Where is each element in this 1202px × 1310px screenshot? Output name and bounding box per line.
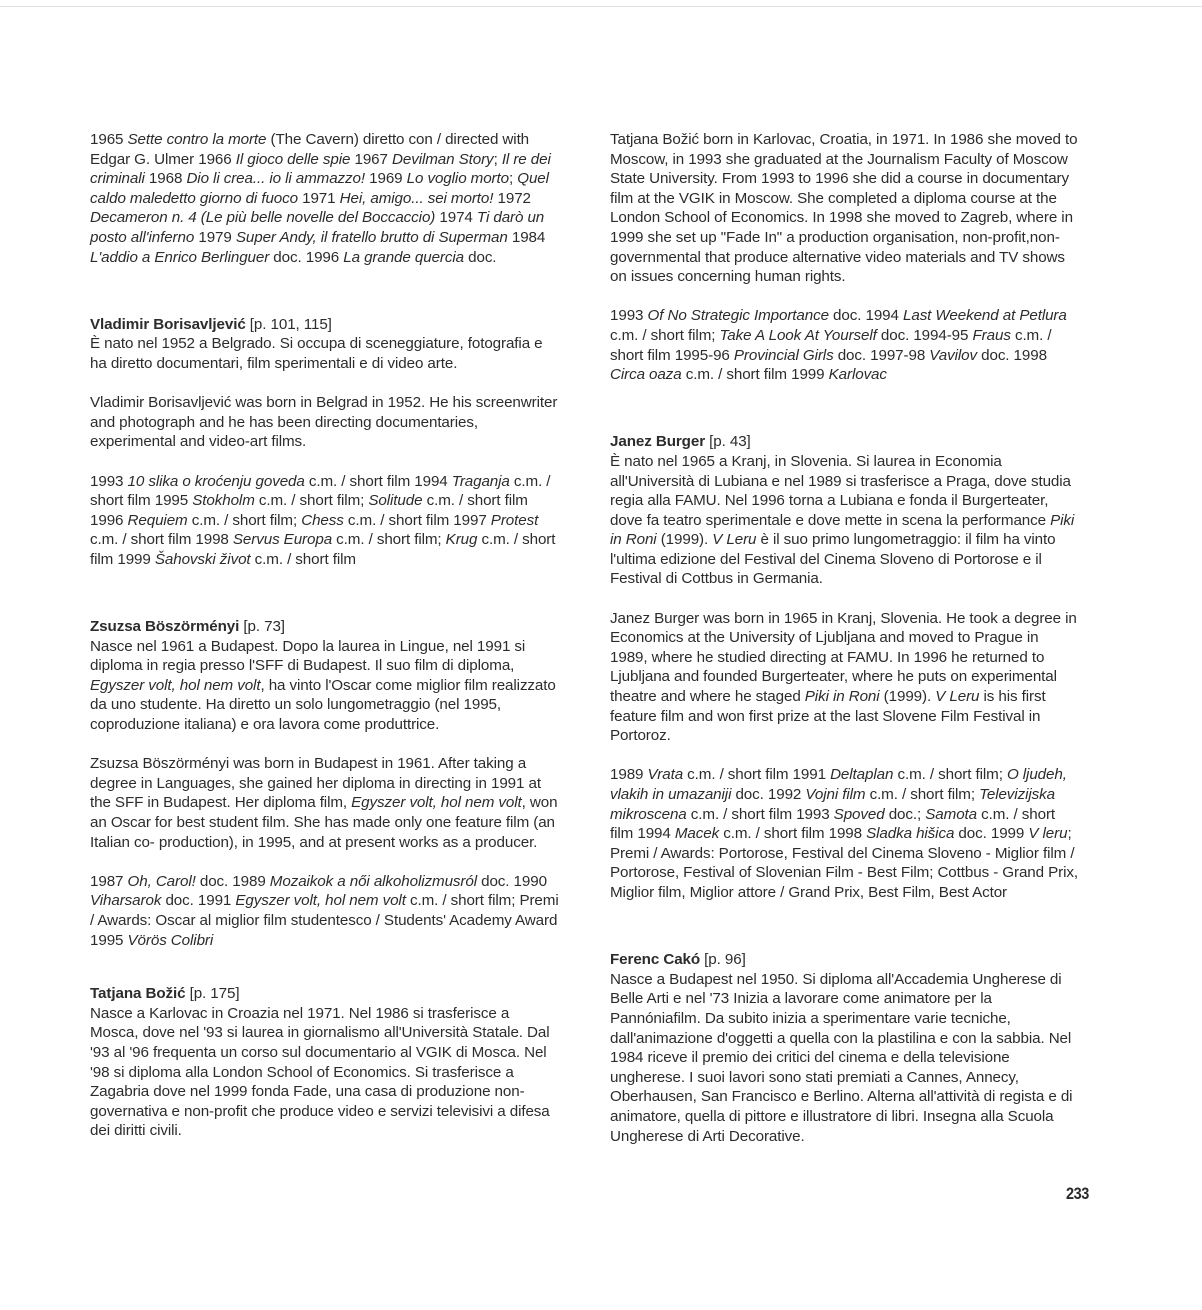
director-name: Vladimir Borisavljević [90,315,246,333]
text-run: 1969 [369,170,407,188]
page-number: 233 [1066,1184,1089,1203]
text-run: doc. [876,326,914,344]
text-run: 1999 [990,825,1029,843]
page-reference: [p. 73] [239,618,285,636]
text-run: c.m. / short film; Premi / Awards: Oscar al miglior film studentesco / Students' Academy Award [90,892,559,929]
title-italic: V Leru [712,531,757,549]
text-run: 1968 [148,170,187,188]
text-run: (1999). [656,531,713,549]
text-run: 1995-96 [674,346,734,364]
text-run: c.m. / short film [90,531,556,568]
text-run: doc. [977,346,1014,364]
title-italic: Vörös Colibri [127,931,214,949]
title-italic: Provincial Girls [733,346,834,364]
text-run: 1989 [610,766,648,784]
text-run: 1998 [1013,346,1047,364]
text-run: c.m. / short film [719,825,829,843]
title-italic: Circa oaza [610,366,682,384]
text-run: doc. [195,872,233,890]
title-italic: Samota [925,805,978,823]
title-italic: Mozaikok a női alkoholizmusról [269,872,477,890]
entry-heading [610,950,1080,970]
director-name: Janez Burger [610,433,706,451]
text-run: c.m. / short film [686,805,797,823]
text-run: 1993 [90,472,128,490]
text-run: 1984 [511,228,546,246]
title-italic: Macek [674,825,720,843]
title-italic: V leru [1028,825,1068,843]
title-italic: Viharsarok [90,892,162,910]
text-run: ; [493,150,502,168]
text-run: Zsuzsa Böszörményi was born in Budapest in 1961. After taking a degree in Languages, she gained her diploma in directing in 1991 at the SFF in Budapest. Her diploma film, [90,755,541,812]
text-run: , ha vinto l'Oscar come miglior film realizzato da uno studente. Ha diretto un solo lungometraggio (nel 1995, coproduzione italiana) e ora lavora come produttrice. [90,676,556,734]
title-italic: 10 slika o kroćenju goveda [127,472,305,490]
text-run: c.m. / short film [683,766,793,784]
text-run: 1998 [828,825,867,843]
title-italic: Piki in Roni [610,511,1075,549]
text-run: ; [508,170,518,188]
text-run: 1972 [497,189,531,207]
title-italic: Sladka hišica [866,825,955,843]
text-run: 1993 [796,805,834,823]
bio-italian: Nasce a Karlovac in Croazia nel 1971. Nel 1986 si trasferisce a Mosca, dove nel '93 si laurea in giornalismo all'Università Statale. Dal '93 al '96 frequenta un corso sul documentario al VGIK di Mosca. Nel '98 si diploma alla London School of Economics. Si trasferisce a Zagabria dove nel 1999 fonda Fade, una casa di produzione non-governativa e non-profit che produce video e servizi televisivi a difesa dei diritti civili. [90,1004,550,1140]
title-italic: Televizijska mikroscena [610,786,1055,823]
title-italic: Lo voglio morto [406,170,509,188]
filmography-paragraph [90,872,560,950]
text-run: doc. [731,786,768,803]
text-run: doc. [828,307,866,325]
text-run: 1987 [90,872,128,890]
text-run: 1998 [195,531,233,549]
text-run: 1993 [610,307,648,325]
page-reference: [p. 43] [705,433,751,451]
title-italic: O ljudeh, vlakih in umazaniji [610,766,1067,803]
title-italic: Deltaplan [830,766,894,784]
title-italic: Take A Look At Yourself [719,326,877,344]
title-italic: Quel caldo maledetto giorno di fuoco [90,170,549,207]
text-run: 1995 [154,492,193,510]
text-run: , won an Oscar for best student film. She has made only one feature film (an Italian co- production), in 1995, and at present works as a producer. [90,794,558,851]
text-run: 1994 [865,307,903,325]
title-italic: Stokholm [192,492,255,510]
text-run: c.m. / short film [90,472,551,510]
bio-italian: È nato nel 1952 a Belgrado. Si occupa di sceneggiature, fotografia e ha diretto documentari, film sperimentali e di video arte. [90,335,543,372]
bio-italian: Nasce a Budapest nel 1950. Si diploma all'Accademia Ungherese di Belle Arti e nel '73 Inizia a lavorare come animatore per la Pannóniafilm. Da subito inizia a sperimentare varie tecniche, dall'animazione d'oggetti a quella con la plastilina e con la sabbia. Nel 1984 riceve il premio dei critici del cinema e della televisione ungherese. I suoi lavori sono stati premiati a Cannes, Annecy, Oberhausen, San Francisco e Berlino. Alterna all'attività di regista e di animatore, quella di pittore e illustratore di libri. Insegna alla Scuola Ungherese di Arti Decorative. [610,970,1073,1145]
text-run: 1990 [513,872,547,890]
text-run: c.m. / short film; [187,511,302,529]
text-run: è il suo primo lungometraggio: il film ha vinto l'ultima edizione del Festival del Cinema Sloveno di Portorose e il Festival di Cottbus in Germania. [610,531,1056,588]
text-run: 1989 [232,872,270,890]
title-italic: V Leru [935,688,980,706]
text-run: (The Cavern) diretto con / directed with Edgar G. Ulmer [90,131,530,168]
text-run: 1995 [90,931,128,949]
text-run: c.m. / short film; [254,492,369,510]
title-italic: Karlovac [828,366,887,384]
text-run: c.m. / short film [304,472,415,490]
text-run: c.m. / short film [610,326,1052,364]
title-italic: Egyszer volt, hol nem volt [235,892,406,910]
text-run: 1979 [198,228,236,246]
text-run: 1994-95 [913,326,973,344]
title-italic: Egyszer volt, hol nem volt [90,676,261,694]
title-italic: Servus Europa [232,531,333,549]
title-italic: L'addio a Enrico Berlinguer [90,248,270,266]
title-italic: Oh, Carol! [127,872,196,890]
text-run: È nato nel 1965 a Kranj, in Slovenia. Si laurea in Economia all'Università di Lubiana e nel 1989 si trasferisce a Praga, dove studia regia alla FAMU. Nel 1996 torna a Lubiana e fonda il Burgerteater, dove fa teatro sperimentale e dove mette in scena la performance [610,452,1071,529]
title-italic: Spoved [833,805,885,823]
title-italic: Vavilov [929,346,977,364]
text-run: 1965 [90,131,128,148]
title-italic: Solitude [368,492,423,510]
text-run: 1996 [90,511,128,529]
text-run: c.m. / short film [610,805,1056,843]
entry-heading [90,617,560,637]
title-italic: Of No Strategic Importance [647,307,829,325]
filmography-paragraph [610,765,1080,902]
text-run: 1997 [453,511,491,529]
entry-heading [90,315,560,335]
title-italic: Devilman Story [391,150,494,168]
filmography-paragraph [90,130,560,267]
text-run: doc. [476,872,514,890]
title-italic: Protest [490,511,539,529]
title-italic: Sette contro la morte [127,131,267,148]
page-reference: [p. 101, 115] [245,315,332,333]
text-run: doc. [833,346,871,364]
text-run: 1992 [767,786,806,803]
text-run: doc.; [884,805,926,823]
title-italic: Il gioco delle spie [235,150,351,168]
title-italic: Il re dei criminali [90,150,551,188]
entry-heading [90,984,560,1004]
title-italic: Last Weekend at Petlura [903,307,1067,325]
text-run: c.m. / short film [681,366,792,384]
bio-english [90,754,560,852]
title-italic: Decameron n. 4 (Le più belle novelle del Boccaccio) [90,209,436,227]
title-italic: Traganja [451,472,510,490]
title-italic: Šahovski život [154,550,251,568]
text-run: doc. [464,248,497,266]
text-run: 1999 [117,550,155,568]
title-italic: Chess [301,511,344,529]
page-reference: [p. 96] [700,951,746,969]
bio-english [610,609,1080,746]
director-name: Tatjana Božić [90,985,186,1003]
text-run: c.m. / short film; [865,786,980,803]
text-run: c.m. / short film; [893,766,1007,784]
text-run: (1999). [879,688,936,706]
text-run: c.m. / short film; [610,326,720,344]
title-italic: Requiem [127,511,188,529]
title-italic: Dio li crea... io li ammazzo! [186,170,365,188]
text-run: Nasce nel 1961 a Budapest. Dopo la laurea in Lingue, nel 1991 si diploma in regia presso l'SFF di Budapest. Il suo film di diploma, [90,637,526,675]
entry-heading [610,432,1080,452]
text-run: 1994 [637,825,675,843]
text-run: 1967 [354,150,392,168]
text-run: doc. [269,248,306,266]
text-run: 1997-98 [870,346,930,364]
text-run: Janez Burger was born in 1965 in Kranj, Slovenia. He took a degree in Economics at the University of Ljubljana and moved to Prague in 1989, where he studied directing at FAMU. In 1996 he returned to Ljubljana and founded Burgerteater, where he puts on experimental theatre and where he staged [610,609,1077,706]
right-column [610,130,1080,1146]
director-name: Zsuzsa Böszörményi [90,618,240,636]
title-italic: Egyszer volt, hol nem volt [351,794,522,812]
text-run: 1974 [439,209,477,227]
text-run: c.m. / short film; [332,531,446,549]
bio-english: Tatjana Božić born in Karlovac, Croatia, in 1971. In 1986 she moved to Moscow, in 1993 she graduated at the Journalism Faculty of Moscow State University. From 1993 to 1996 she did a course in documentary film at the VGIK in Moscow. She completed a diploma course at the London School of Economics. In 1998 she moved to Zagreb, where in 1999 she set up "Fade In" a production organisation, non-profit,non-governmental that produce alternative video materials and TV shows on issues concerning human rights. [610,131,1078,286]
bio-italian [90,637,560,735]
text-run: doc. [161,892,198,910]
text-run: c.m. / short film [422,492,528,510]
filmography-paragraph [90,472,560,570]
text-run: 1991 [197,892,236,910]
title-italic: Piki in Roni [804,688,880,706]
text-run: doc. [954,825,991,843]
title-italic: Vojni film [805,786,866,803]
top-rule [0,6,1202,7]
title-italic: Super Andy, il fratello brutto di Superman [235,228,508,246]
title-italic: Fraus [972,326,1011,344]
title-italic: Krug [445,531,478,549]
text-run: 1994 [414,472,452,490]
page-reference: [p. 175] [185,985,240,1003]
bio-italian [610,452,1080,589]
text-run: 1999 [791,366,829,384]
title-italic: La grande quercia [343,248,464,266]
text-run: 1991 [792,766,831,784]
director-name: Ferenc Cakó [610,951,701,969]
text-run: 1966 [198,150,236,168]
filmography-paragraph [610,306,1080,384]
title-italic: Vrata [647,766,684,784]
title-italic: Ti darò un posto all'inferno [90,209,545,246]
title-italic: Hei, amigo... sei morto! [339,189,494,207]
text-run: 1971 [302,189,340,207]
left-column [90,130,560,1141]
text-run: c.m. / short film [90,531,196,549]
text-run: ; Premi / Awards: Portorose, Festival del Cinema Sloveno - Miglior film / Portorose, Festival of Slovenian Film - Best Film; Cottbus - Grand Prix, Miglior film, Miglior attore / Grand Prix, Best Film, Best Actor [610,825,1078,901]
text-run: is his first feature film and won first prize at the last Slovene Film Festival in Portoroz. [610,688,1046,745]
text-run: c.m. / short film [343,511,454,529]
bio-english: Vladimir Borisavljević was born in Belgrad in 1952. He his screenwriter and photograph and he has been directing documentaries, experimental and video-art films. [90,394,558,451]
text-run: c.m. / short film [250,550,356,568]
text-run: 1996 [305,248,344,266]
